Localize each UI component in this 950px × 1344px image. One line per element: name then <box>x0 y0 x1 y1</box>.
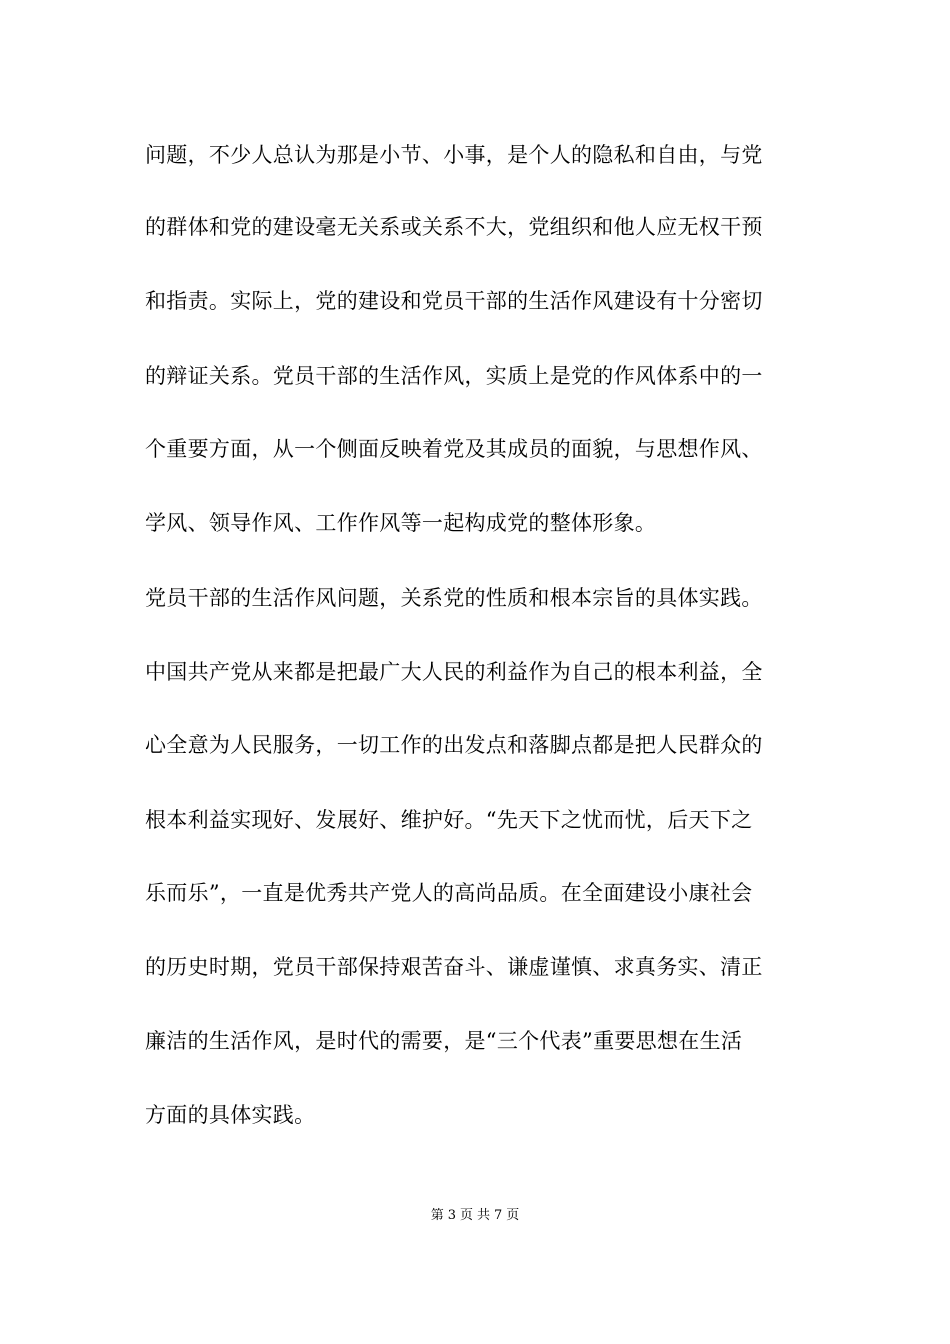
text-line: 问题，不少人总认为那是小节、小事，是个人的隐私和自由，与党 <box>145 143 763 167</box>
footer-page-label: 第 <box>430 1208 444 1223</box>
footer-total-pages: 7 <box>494 1208 503 1223</box>
text-line: 廉洁的生活作风，是时代的需要，是“三个代表”重要思想在生活 <box>145 1029 743 1053</box>
text-line: 的群体和党的建设毫无关系或关系不大，党组织和他人应无权干预 <box>145 215 763 239</box>
text-line: 方面的具体实践。 <box>145 1103 316 1127</box>
text-line: 和指责。实际上，党的建设和党员干部的生活作风建设有十分密切 <box>145 289 763 313</box>
text-line: 中国共产党从来都是把最广大人民的利益作为自己的根本利益，全 <box>145 660 763 684</box>
footer-page-unit: 页 <box>459 1208 473 1223</box>
page-footer <box>0 1207 950 1225</box>
footer-current-page: 3 <box>447 1208 456 1223</box>
text-line: 心全意为人民服务，一切工作的出发点和落脚点都是把人民群众的 <box>145 733 763 757</box>
footer-total-unit: 页 <box>506 1208 520 1223</box>
text-line: 根本利益实现好、发展好、维护好。“先天下之忧而忧，后天下之 <box>145 808 753 832</box>
text-line: 乐而乐”，一直是优秀共产党人的高尚品质。在全面建设小康社会 <box>145 881 753 905</box>
text-line: 的辩证关系。党员干部的生活作风，实质上是党的作风体系中的一 <box>145 364 763 388</box>
text-line: 个重要方面，从一个侧面反映着党及其成员的面貌，与思想作风、 <box>145 437 763 461</box>
text-line: 的历史时期，党员干部保持艰苦奋斗、谦虚谨慎、求真务实、清正 <box>145 955 763 979</box>
footer-total-label: 共 <box>477 1208 491 1223</box>
text-line: 学风、领导作风、工作作风等一起构成党的整体形象。 <box>145 511 657 535</box>
text-line: 党员干部的生活作风问题，关系党的性质和根本宗旨的具体实践。 <box>145 586 763 610</box>
